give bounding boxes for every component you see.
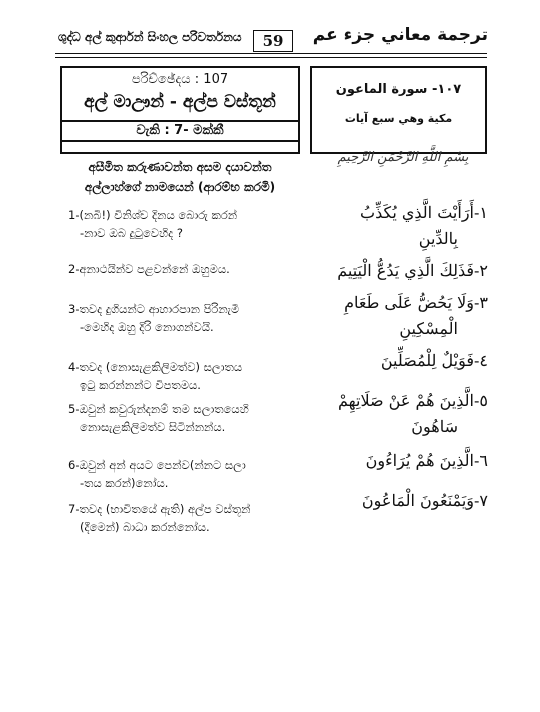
verse-si-7-line2: (දීමෙන්) බාධා කරන්නෝය.	[80, 520, 210, 534]
header-rule-top	[55, 53, 487, 54]
basmala-arabic-calligraphy: بِسْمِ اللَّهِ الرَّحْمَنِ الرَّحِيمِ	[337, 150, 469, 165]
verse-ar-5	[318, 388, 488, 440]
verse-si-6	[68, 456, 308, 492]
verse-ar-3-line1: ٣-وَلَا يَحُضُّ عَلَى طَعَامِ	[344, 293, 488, 312]
basmala-sinhala-line2: අල්ලාහ්ගේ නාමයෙන් (ආරම්භ කරමි)	[84, 180, 276, 194]
verse-ar-3-line2: الْمِسْكِينِ	[399, 319, 458, 338]
verse-si-7	[68, 500, 308, 536]
verse-si-5-line1: 5-ඔවුන් කවුරුන්දනම් තම සලාතයෙහි	[68, 402, 249, 416]
verse-ar-3	[318, 290, 488, 342]
verse-ar-2-line1: ٢-فَذَلِكَ الَّذِي يَدُعُّ الْيَتِيمَ	[337, 261, 488, 280]
verse-ar-4-line1: ٤-فَوَيْلٌ لِلْمُصَلِّينَ	[380, 351, 488, 370]
verse-si-1-line1: 1-(නබි!) විනිශ්ච දිනය බොරු කරන්	[68, 208, 238, 222]
verse-ar-2	[318, 258, 488, 284]
verse-si-2-line1: 2-අනාථයින්ව පළවන්නේ ඔහුමය.	[68, 262, 230, 276]
header-title-sinhala: ශුද්ධ අල් කුර්ආන් සිංහල පරිවර්තනය	[58, 30, 242, 44]
chapter-verses-line: වැකි : 7- මක්කී	[136, 123, 224, 138]
verse-si-3-line1: 3-තවද දුගියන්ට ආහාරපාන පිරිනැමී	[68, 302, 240, 316]
verse-si-6-line1: 6-ඔවුන් අන් අයට පෙන්ව(න්නට සලා	[68, 458, 246, 472]
verse-ar-6-line1: ٦-الَّذِينَ هُمْ يُرَاءُونَ	[365, 451, 488, 470]
verse-ar-4	[318, 348, 488, 374]
surah-title-arabic: ١٠٧- سورة الماعون	[335, 82, 462, 97]
verse-ar-5-line2: سَاهُونَ	[411, 417, 458, 436]
verse-si-5-line2: නොසැළකිලිමත්ව සිටින්නන්ය.	[80, 420, 226, 434]
chapter-name-line: අල් මාඌන් - අල්ප වස්තූන්	[84, 92, 276, 112]
chapter-info-arabic	[310, 66, 487, 154]
verse-si-1	[68, 206, 308, 242]
chapter-info-sinhala	[60, 66, 300, 154]
verse-si-4	[68, 358, 308, 394]
header-rule-bottom	[55, 57, 487, 58]
basmala-sinhala-line1: අසීමිත කරුණාවන්ත අසම දයාවන්ත	[88, 160, 272, 174]
verse-si-3-line2: -මෙහිද ඔහු දිරි නොගන්වයි.	[80, 320, 214, 334]
verse-si-4-line2: ඉටු කරන්නන්ට විපතමය.	[80, 378, 201, 392]
page-number: 59	[253, 30, 293, 52]
verse-ar-5-line1: ٥-الَّذِينَ هُمْ عَنْ صَلَاتِهِمْ	[337, 391, 488, 410]
verse-si-6-line2: -තය කරන්)නෝය.	[80, 476, 169, 490]
verse-ar-6	[318, 448, 488, 474]
verse-ar-1-line2: بِالدِّينِ	[418, 229, 458, 248]
verse-ar-7-line1: ٧-وَيَمْنَعُونَ الْمَاعُونَ	[361, 491, 488, 510]
verse-ar-1-line1: ١-أَرَأَيْتَ الَّذِي يُكَذِّبُ	[360, 203, 488, 222]
verse-si-7-line1: 7-තවද (භාවිතයේ ඇති) අල්ප වස්තූන්	[68, 502, 251, 516]
verse-si-3	[68, 300, 308, 336]
header-title-arabic: ترجمة معاني جزء عم	[312, 25, 488, 45]
verse-si-1-line2: -නාව ඔබ දුටුවෙහිද ?	[80, 226, 183, 240]
verse-si-5	[68, 400, 308, 436]
verse-si-2	[68, 260, 308, 278]
verse-ar-7	[318, 488, 488, 514]
surah-subtitle-arabic: مكية وهي سبع آيات	[344, 112, 453, 125]
chapter-number-line: පරිච්ඡේදය : 107	[131, 72, 229, 87]
verse-ar-1	[318, 200, 488, 252]
verse-si-4-line1: 4-තවද (නොසැළකිලිමත්ව) සලාතය	[68, 360, 243, 374]
